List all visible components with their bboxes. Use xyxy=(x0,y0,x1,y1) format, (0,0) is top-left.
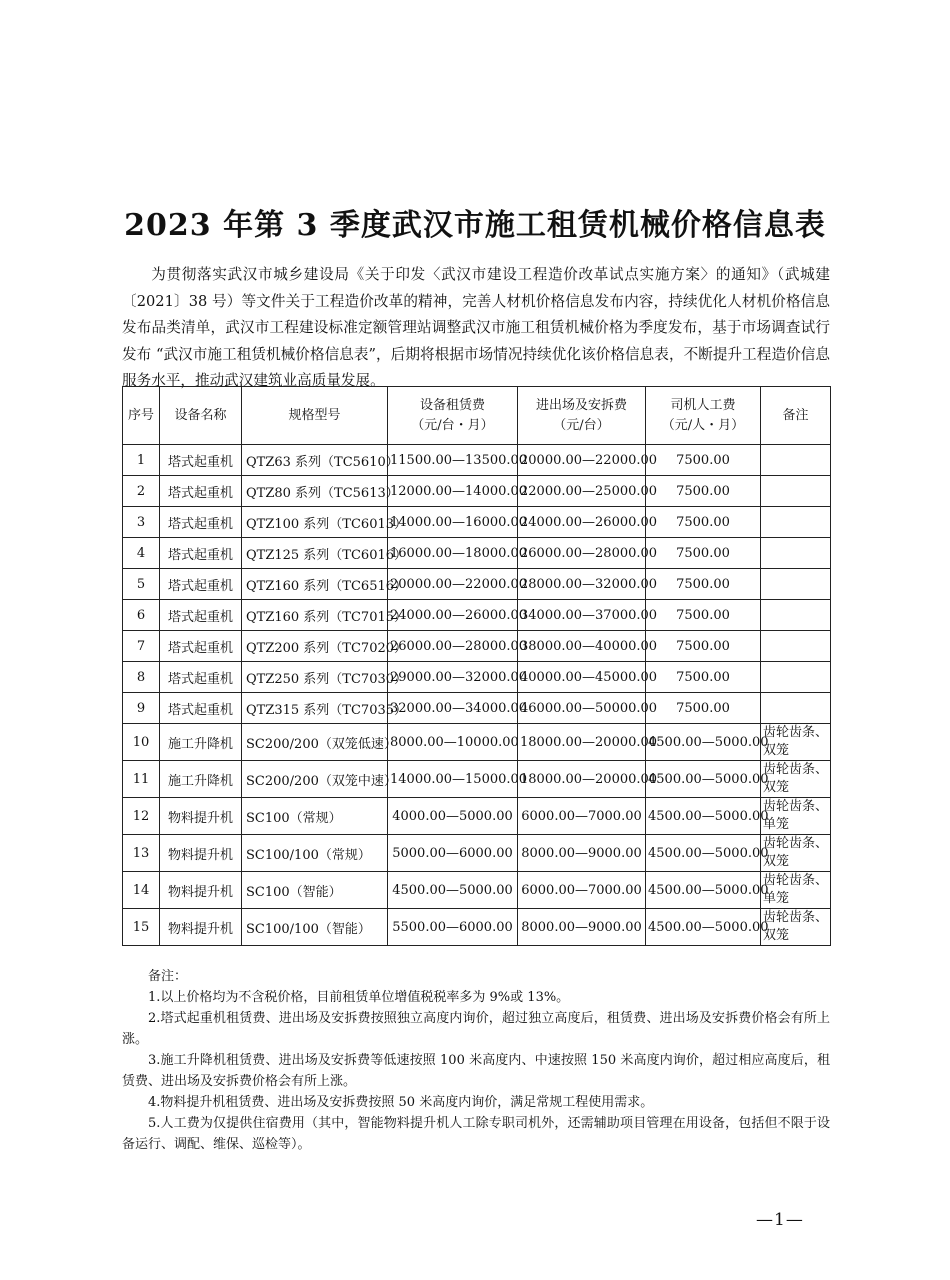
cell-labor-fee: 7500.00 xyxy=(646,445,761,476)
cell-labor-fee: 7500.00 xyxy=(646,662,761,693)
note-item: 5.人工费为仅提供住宿费用（其中，智能物料提升机人工除专职司机外，还需辅助项目管理在用设备，包括但不限于设备运行、调配、维保、巡检等）。 xyxy=(122,1116,830,1152)
cell-install-fee: 34000.00—37000.00 xyxy=(518,600,646,631)
cell-note: 齿轮齿条、单笼 xyxy=(761,872,831,909)
cell-install-fee: 26000.00—28000.00 xyxy=(518,538,646,569)
note-item: 3.施工升降机租赁费、进出场及安拆费等低速按照 100 米高度内、中速按照 150 米高度内询价，超过相应高度后，租赁费、进出场及安拆费价格会有所上涨。 xyxy=(122,1053,830,1089)
cell-spec: QTZ160 系列（TC7015） xyxy=(242,600,388,631)
page-number: —1— xyxy=(756,1210,804,1230)
cell-spec: QTZ200 系列（TC7020） xyxy=(242,631,388,662)
cell-rent: 11500.00—13500.00 xyxy=(388,445,518,476)
cell-install-fee: 6000.00—7000.00 xyxy=(518,872,646,909)
table-row xyxy=(123,761,831,798)
cell-spec: SC100（常规） xyxy=(242,798,388,835)
cell-spec: QTZ80 系列（TC5613） xyxy=(242,476,388,507)
cell-no: 13 xyxy=(123,835,160,872)
table-row xyxy=(123,909,831,946)
note-item: 1.以上价格均为不含税价格，目前租赁单位增值税税率多为 9%或 13%。 xyxy=(148,990,570,1005)
cell-equipment-name: 物料提升机 xyxy=(160,798,242,835)
header-name: 设备名称 xyxy=(160,387,242,445)
cell-rent: 14000.00—15000.00 xyxy=(388,761,518,798)
cell-note xyxy=(761,538,831,569)
cell-no: 2 xyxy=(123,476,160,507)
cell-equipment-name: 施工升降机 xyxy=(160,761,242,798)
header-spec: 规格型号 xyxy=(242,387,388,445)
cell-rent: 14000.00—16000.00 xyxy=(388,507,518,538)
cell-note xyxy=(761,476,831,507)
cell-equipment-name: 塔式起重机 xyxy=(160,476,242,507)
cell-install-fee: 8000.00—9000.00 xyxy=(518,909,646,946)
table-row xyxy=(123,835,831,872)
cell-install-fee: 46000.00—50000.00 xyxy=(518,693,646,724)
cell-no: 9 xyxy=(123,693,160,724)
cell-spec: QTZ63 系列（TC5610） xyxy=(242,445,388,476)
cell-rent: 24000.00—26000.00 xyxy=(388,600,518,631)
cell-install-fee: 22000.00—25000.00 xyxy=(518,476,646,507)
table-row xyxy=(123,538,831,569)
cell-install-fee: 24000.00—26000.00 xyxy=(518,507,646,538)
table-row xyxy=(123,600,831,631)
cell-spec: QTZ250 系列（TC7030） xyxy=(242,662,388,693)
cell-equipment-name: 塔式起重机 xyxy=(160,507,242,538)
cell-rent: 12000.00—14000.00 xyxy=(388,476,518,507)
cell-spec: QTZ315 系列（TC7035） xyxy=(242,693,388,724)
table-row xyxy=(123,569,831,600)
cell-no: 4 xyxy=(123,538,160,569)
cell-equipment-name: 塔式起重机 xyxy=(160,538,242,569)
cell-install-fee: 8000.00—9000.00 xyxy=(518,835,646,872)
cell-labor-fee: 4500.00—5000.00 xyxy=(646,761,761,798)
cell-spec: SC100（智能） xyxy=(242,872,388,909)
cell-no: 7 xyxy=(123,631,160,662)
cell-no: 5 xyxy=(123,569,160,600)
cell-install-fee: 40000.00—45000.00 xyxy=(518,662,646,693)
cell-spec: SC100/100（常规） xyxy=(242,835,388,872)
intro-paragraph: 为贯彻落实武汉市城乡建设局《关于印发〈武汉市建设工程造价改革试点实施方案〉的通知》（武城建〔2021〕38 号）等文件关于工程造价改革的精神，完善人材机价格信息发布内容，持续优化人材机价格信息发布品类清单，武汉市工程建设标准定额管理站调整武汉市施工租赁机械价格为季度发布，基于市场调查试行发布 “武汉市施工租赁机械价格信息表”，后期将根据市场情况持续优化该价格信息表，不断提升工程造价信息服务水平，推动武汉建筑业高质量发展。 xyxy=(122,266,830,390)
cell-no: 6 xyxy=(123,600,160,631)
cell-install-fee: 38000.00—40000.00 xyxy=(518,631,646,662)
cell-labor-fee: 7500.00 xyxy=(646,631,761,662)
table-row xyxy=(123,507,831,538)
cell-spec: SC100/100（智能） xyxy=(242,909,388,946)
cell-note xyxy=(761,693,831,724)
cell-install-fee: 18000.00—20000.00 xyxy=(518,724,646,761)
cell-labor-fee: 7500.00 xyxy=(646,600,761,631)
header-rent-unit: （元/台・月） xyxy=(411,417,494,433)
note-item: 2.塔式起重机租赁费、进出场及安拆费按照独立高度内询价，超过独立高度后，租赁费、进出场及安拆费价格会有所上涨。 xyxy=(122,1011,830,1047)
header-install xyxy=(518,387,646,445)
cell-spec: QTZ125 系列（TC6016） xyxy=(242,538,388,569)
cell-spec: SC200/200（双笼中速） xyxy=(242,761,388,798)
cell-rent: 32000.00—34000.00 xyxy=(388,693,518,724)
header-labor-label: 司机人工费 xyxy=(670,397,736,413)
table-row xyxy=(123,872,831,909)
cell-install-fee: 6000.00—7000.00 xyxy=(518,798,646,835)
cell-no: 12 xyxy=(123,798,160,835)
cell-no: 10 xyxy=(123,724,160,761)
cell-note xyxy=(761,662,831,693)
cell-labor-fee: 4500.00—5000.00 xyxy=(646,835,761,872)
header-labor xyxy=(646,387,761,445)
header-rent-label: 设备租赁费 xyxy=(419,397,485,413)
cell-labor-fee: 4500.00—5000.00 xyxy=(646,798,761,835)
header-note: 备注 xyxy=(761,387,831,445)
cell-install-fee: 18000.00—20000.00 xyxy=(518,761,646,798)
cell-equipment-name: 塔式起重机 xyxy=(160,569,242,600)
cell-note: 齿轮齿条、单笼 xyxy=(761,798,831,835)
table-body xyxy=(123,445,831,946)
cell-equipment-name: 塔式起重机 xyxy=(160,662,242,693)
cell-labor-fee: 4500.00—5000.00 xyxy=(646,724,761,761)
cell-labor-fee: 7500.00 xyxy=(646,538,761,569)
cell-equipment-name: 物料提升机 xyxy=(160,909,242,946)
notes-heading: 备注： xyxy=(148,969,188,984)
cell-note: 齿轮齿条、双笼 xyxy=(761,835,831,872)
price-table xyxy=(122,386,831,946)
cell-equipment-name: 塔式起重机 xyxy=(160,693,242,724)
cell-equipment-name: 塔式起重机 xyxy=(160,445,242,476)
table-header-row xyxy=(123,387,831,445)
table-row xyxy=(123,724,831,761)
cell-labor-fee: 4500.00—5000.00 xyxy=(646,872,761,909)
cell-labor-fee: 7500.00 xyxy=(646,569,761,600)
cell-labor-fee: 7500.00 xyxy=(646,693,761,724)
header-rent xyxy=(388,387,518,445)
cell-labor-fee: 7500.00 xyxy=(646,476,761,507)
cell-no: 8 xyxy=(123,662,160,693)
table-row xyxy=(123,631,831,662)
cell-rent: 4000.00—5000.00 xyxy=(388,798,518,835)
cell-rent: 8000.00—10000.00 xyxy=(388,724,518,761)
cell-equipment-name: 塔式起重机 xyxy=(160,631,242,662)
cell-rent: 29000.00—32000.00 xyxy=(388,662,518,693)
cell-note xyxy=(761,600,831,631)
cell-note: 齿轮齿条、双笼 xyxy=(761,761,831,798)
cell-note xyxy=(761,445,831,476)
note-item: 4.物料提升机租赁费、进出场及安拆费按照 50 米高度内询价，满足常规工程使用需求。 xyxy=(148,1095,654,1110)
cell-no: 11 xyxy=(123,761,160,798)
cell-note: 齿轮齿条、双笼 xyxy=(761,724,831,761)
cell-rent: 26000.00—28000.00 xyxy=(388,631,518,662)
notes-section xyxy=(122,966,830,1155)
cell-note: 齿轮齿条、双笼 xyxy=(761,909,831,946)
cell-equipment-name: 物料提升机 xyxy=(160,835,242,872)
cell-rent: 5000.00—6000.00 xyxy=(388,835,518,872)
page-title: 2023 年第 3 季度武汉市施工租赁机械价格信息表 xyxy=(124,208,826,243)
table-row xyxy=(123,693,831,724)
header-labor-unit: （元/人・月） xyxy=(661,417,745,433)
header-install-unit: （元/台） xyxy=(553,417,610,433)
cell-no: 14 xyxy=(123,872,160,909)
cell-spec: SC200/200（双笼低速） xyxy=(242,724,388,761)
cell-note xyxy=(761,507,831,538)
header-install-label: 进出场及安拆费 xyxy=(535,397,627,413)
cell-rent: 4500.00—5000.00 xyxy=(388,872,518,909)
table-row xyxy=(123,662,831,693)
table-row xyxy=(123,476,831,507)
cell-note xyxy=(761,569,831,600)
cell-install-fee: 28000.00—32000.00 xyxy=(518,569,646,600)
cell-rent: 16000.00—18000.00 xyxy=(388,538,518,569)
cell-spec: QTZ100 系列（TC6013） xyxy=(242,507,388,538)
cell-equipment-name: 塔式起重机 xyxy=(160,600,242,631)
cell-no: 15 xyxy=(123,909,160,946)
header-no: 序号 xyxy=(123,387,160,445)
cell-rent: 5500.00—6000.00 xyxy=(388,909,518,946)
cell-equipment-name: 施工升降机 xyxy=(160,724,242,761)
table-row xyxy=(123,798,831,835)
cell-labor-fee: 4500.00—5000.00 xyxy=(646,909,761,946)
cell-equipment-name: 物料提升机 xyxy=(160,872,242,909)
cell-spec: QTZ160 系列（TC6516） xyxy=(242,569,388,600)
cell-labor-fee: 7500.00 xyxy=(646,507,761,538)
cell-install-fee: 20000.00—22000.00 xyxy=(518,445,646,476)
cell-no: 1 xyxy=(123,445,160,476)
cell-note xyxy=(761,631,831,662)
cell-no: 3 xyxy=(123,507,160,538)
table-row xyxy=(123,445,831,476)
cell-rent: 20000.00—22000.00 xyxy=(388,569,518,600)
